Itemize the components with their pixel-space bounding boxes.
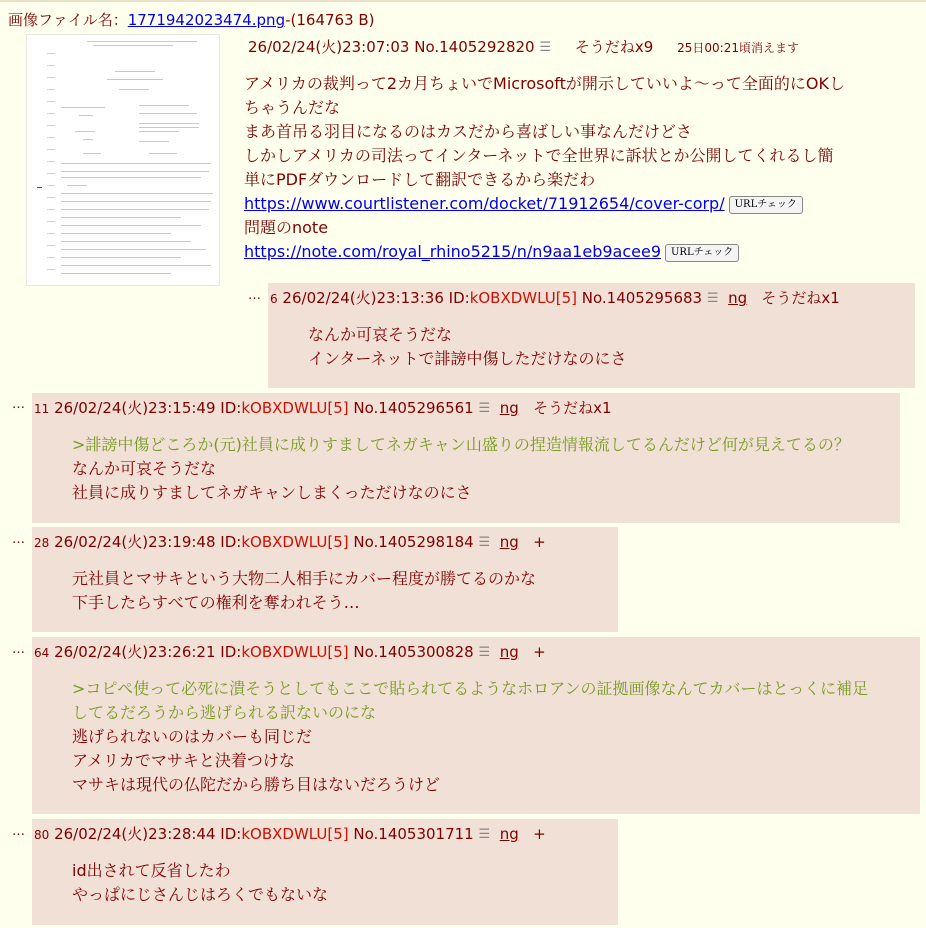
reply-quote-line: >誹謗中傷どころか(元)社員に成りすましてネガキャン山盛りの捏造情報流してるんだけど何が見えてるの？ [72, 435, 850, 454]
reply-dots: … [12, 824, 25, 839]
ng-button[interactable]: ng [728, 289, 748, 307]
reply-id-label: ID: [220, 533, 242, 551]
file-label: 画像ファイル名： [8, 11, 128, 29]
reply-datetime: 26/02/24(火)23:15:49 [54, 399, 216, 417]
reply-dots: … [12, 642, 25, 657]
reply-body [72, 433, 850, 505]
reply-post-number[interactable]: No.1405301711 [353, 825, 474, 843]
list-icon[interactable]: ☰ [539, 40, 552, 55]
reply-like-button[interactable]: そうだねx1 [533, 399, 612, 417]
reply-quote-line: してるだろうから逃げられる訳ないのにな [72, 703, 377, 722]
reply-line: なんか可哀そうだな [72, 459, 217, 478]
ng-button[interactable]: ng [499, 825, 519, 843]
reply-id-label: ID: [220, 399, 242, 417]
reply-line: アメリカでマサキと決着つけな [72, 751, 295, 770]
list-icon[interactable]: ☰ [478, 645, 491, 660]
reply-header [34, 397, 611, 418]
op-like-button[interactable]: そうだねx9 [574, 38, 654, 56]
list-icon[interactable]: ☰ [706, 291, 719, 306]
reply-index: 80 [34, 828, 50, 842]
reply-datetime: 26/02/24(火)23:13:36 [282, 289, 444, 307]
reply-index: 6 [270, 292, 278, 306]
reply-id-label: ID: [448, 289, 470, 307]
reply-post [268, 283, 915, 388]
reply-post [32, 819, 618, 925]
reply-quote-line: >コピペ使って必死に潰そうとしてもここで貼られてるようなホロアンの証拠画像なんてカバーはとっくに補足 [72, 679, 869, 698]
reply-datetime: 26/02/24(火)23:28:44 [54, 825, 216, 843]
reply-datetime: 26/02/24(火)23:26:21 [54, 643, 216, 661]
reply-post [32, 637, 920, 814]
reply-line: マサキは現代の仏陀だから勝ち目はないだろうけど [72, 775, 441, 794]
list-icon[interactable]: ☰ [478, 827, 491, 842]
op-datetime: 26/02/24(火)23:07:03 [248, 38, 410, 56]
reply-id[interactable]: kOBXDWLU[5] [241, 643, 349, 661]
reply-id[interactable]: kOBXDWLU[5] [241, 825, 349, 843]
reply-post [32, 393, 900, 523]
reply-line: 元社員とマサキという大物二人相手にカバー程度が勝てるのかな [72, 569, 537, 588]
file-link[interactable]: 1771942023474.png [127, 11, 286, 29]
reply-body [308, 323, 627, 371]
reply-id-label: ID: [220, 643, 242, 661]
reply-line: 社員に成りすましてネガキャンしまくっただけなのにさ [72, 483, 472, 502]
reply-like-button[interactable]: + [533, 533, 546, 551]
op-thumbnail-image[interactable] [26, 34, 220, 286]
op-link-courtlistener[interactable]: https://www.courtlistener.com/docket/71912654/cover-corp/ [244, 194, 725, 213]
reply-header [34, 823, 546, 844]
top-border [0, 0, 926, 2]
reply-post-number[interactable]: No.1405296561 [353, 399, 474, 417]
file-info [8, 9, 375, 30]
reply-line: id出されて反省したわ [72, 861, 231, 880]
reply-id[interactable]: kOBXDWLU[5] [241, 399, 349, 417]
reply-dots: … [12, 532, 25, 547]
reply-line: 逃げられないのはカバーも同じだ [72, 727, 313, 746]
reply-line: なんか可哀そうだな [308, 325, 453, 344]
reply-post-number[interactable]: No.1405295683 [581, 289, 703, 307]
reply-id-label: ID: [220, 825, 242, 843]
reply-index: 64 [34, 646, 50, 660]
reply-post [32, 527, 618, 632]
op-line: 単にPDFダウンロードして翻訳できるから楽だわ [244, 170, 596, 189]
op-link-note[interactable]: https://note.com/royal_rhino5215/n/n9aa1eb9acee9 [244, 242, 661, 261]
reply-line: インターネットで誹謗中傷しただけなのにさ [308, 349, 627, 368]
op-body [244, 72, 884, 264]
reply-line: やっぱにじさんじはろくでもないな [72, 885, 329, 904]
reply-post-number[interactable]: No.1405300828 [353, 643, 474, 661]
reply-body [72, 859, 328, 907]
reply-id[interactable]: kOBXDWLU[5] [241, 533, 349, 551]
url-check-button[interactable]: URLチェック [729, 196, 803, 214]
reply-id[interactable]: kOBXDWLU[5] [469, 289, 577, 307]
file-size: -(164763 B) [285, 11, 375, 29]
ng-button[interactable]: ng [499, 399, 519, 417]
reply-body [72, 567, 536, 615]
ng-button[interactable]: ng [499, 643, 519, 661]
reply-like-button[interactable]: そうだねx1 [761, 289, 840, 307]
reply-line: 下手したらすべての権利を奪われそう… [72, 593, 360, 612]
reply-index: 11 [34, 402, 50, 416]
url-check-button[interactable]: URLチェック [665, 244, 739, 262]
reply-dots: … [12, 397, 25, 412]
reply-header [270, 287, 840, 308]
op-note-label: 問題のnote [244, 218, 329, 237]
reply-body [72, 677, 868, 797]
reply-header [34, 641, 546, 662]
reply-like-button[interactable]: + [533, 643, 546, 661]
reply-like-button[interactable]: + [533, 825, 546, 843]
list-icon[interactable]: ☰ [478, 535, 491, 550]
op-line: しかしアメリカの司法ってインターネットで全世界に訴状とか公開してくれるし簡 [244, 146, 834, 165]
reply-post-number[interactable]: No.1405298184 [353, 533, 474, 551]
reply-index: 28 [34, 536, 50, 550]
reply-header [34, 531, 546, 552]
op-expire-notice: 25日00:21頃消えます [677, 41, 799, 55]
ng-button[interactable]: ng [499, 533, 519, 551]
op-post-number[interactable]: No.1405292820 [414, 38, 535, 56]
reply-datetime: 26/02/24(火)23:19:48 [54, 533, 216, 551]
op-header [248, 36, 799, 57]
list-icon[interactable]: ☰ [478, 401, 491, 416]
op-line: アメリカの裁判って2カ月ちょいでMicrosoftが開示していいよ～って全面的にOKし [244, 74, 845, 93]
reply-dots: … [248, 288, 261, 303]
op-line: まあ首吊る羽目になるのはカスだから喜ばしい事なんだけどさ [244, 122, 693, 141]
op-line: ちゃうんだな [244, 98, 341, 117]
